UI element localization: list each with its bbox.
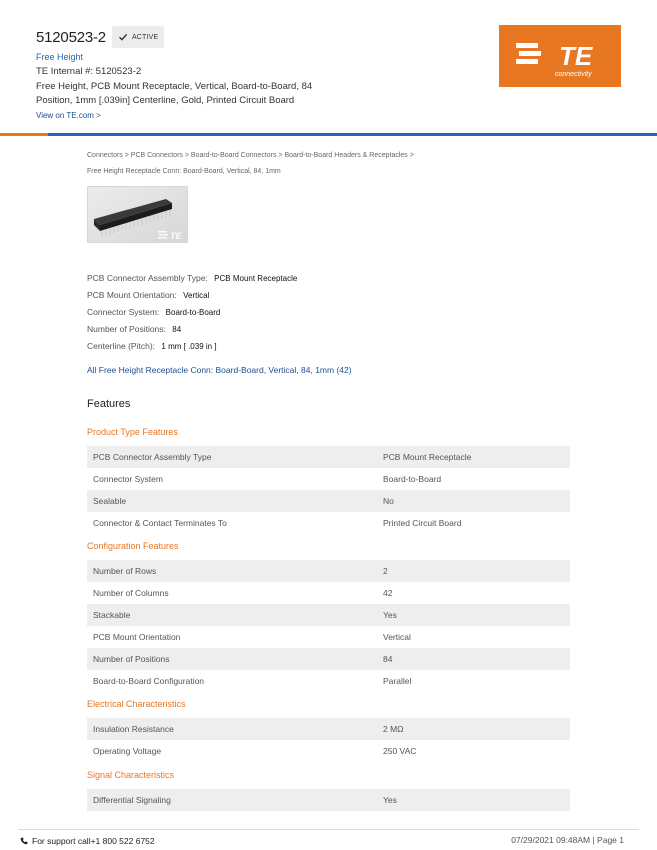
attribute-value: PCB Mount Receptacle — [214, 274, 298, 283]
status-badge — [112, 26, 164, 48]
attribute-label: Centerline (Pitch): — [87, 341, 156, 351]
table-row — [87, 604, 570, 626]
feature-table-signal — [87, 789, 570, 811]
feature-value: 2 MΩ — [383, 724, 404, 734]
feature-name: PCB Connector Assembly Type — [93, 452, 212, 462]
document-header — [0, 0, 657, 136]
section-title-signal: Signal Characteristics — [87, 770, 175, 780]
feature-name: Differential Signaling — [93, 795, 171, 805]
section-title-electrical: Electrical Characteristics — [87, 699, 186, 709]
table-row — [87, 560, 570, 582]
status-label: ACTIVE — [131, 33, 159, 41]
image-watermark: TE — [170, 231, 182, 241]
feature-value: Vertical — [383, 632, 411, 642]
check-icon — [118, 32, 128, 42]
attribute-row — [87, 341, 297, 358]
table-row — [87, 490, 570, 512]
feature-name: Insulation Resistance — [93, 724, 174, 734]
feature-value: PCB Mount Receptacle — [383, 452, 472, 462]
feature-value: Board-to-Board — [383, 474, 442, 484]
feature-name: Board-to-Board Configuration — [93, 676, 205, 686]
part-number: 5120523-2 — [36, 28, 106, 46]
all-products-link[interactable]: All Free Height Receptacle Conn: Board-Board, Vertical, 84, 1mm (42) — [87, 365, 352, 375]
attribute-label: PCB Connector Assembly Type: — [87, 273, 208, 283]
attribute-row — [87, 290, 297, 307]
feature-value: 2 — [383, 566, 388, 576]
feature-name: Sealable — [93, 496, 127, 506]
feature-table-configuration — [87, 560, 570, 692]
feature-name: PCB Mount Orientation — [93, 632, 181, 642]
attribute-label: PCB Mount Orientation: — [87, 290, 177, 300]
features-heading: Features — [87, 398, 131, 410]
connector-image — [88, 187, 188, 243]
table-row — [87, 740, 570, 762]
te-logo-icon — [499, 25, 621, 87]
breadcrumb-line-2[interactable]: Free Height Receptacle Conn: Board-Board, Vertical, 84, 1mm — [87, 168, 281, 175]
feature-name: Stackable — [93, 610, 131, 620]
header-divider-blue — [48, 133, 657, 136]
feature-value: No — [383, 496, 394, 506]
te-connectivity-logo — [499, 25, 621, 87]
feature-name: Connector System — [93, 474, 163, 484]
feature-name: Operating Voltage — [93, 746, 162, 756]
support-phone-text: For support call+1 800 522 6752 — [32, 836, 155, 846]
feature-value: Printed Circuit Board — [383, 518, 462, 528]
logo-text: TE — [559, 41, 593, 71]
section-title-configuration: Configuration Features — [87, 541, 179, 551]
footer-divider — [18, 829, 639, 830]
attribute-value: Vertical — [183, 291, 210, 300]
table-row — [87, 670, 570, 692]
header-divider-orange — [0, 133, 48, 136]
section-title-product-type: Product Type Features — [87, 427, 178, 437]
logo-subtext: connectivity — [555, 71, 592, 78]
footer-support — [20, 836, 155, 846]
attribute-value: 84 — [172, 325, 182, 334]
key-attributes — [87, 273, 297, 358]
footer-date-page: 07/29/2021 09:48AM | Page 1 — [511, 835, 624, 845]
phone-icon — [20, 837, 28, 845]
view-on-te-link[interactable]: View on TE.com > — [36, 111, 101, 120]
feature-table-electrical — [87, 718, 570, 762]
attribute-label: Number of Positions: — [87, 324, 166, 334]
internal-number: TE Internal #: 5120523-2 — [36, 66, 142, 77]
table-row — [87, 648, 570, 670]
breadcrumb-line-1[interactable]: Connectors > PCB Connectors > Board-to-Board Connectors > Board-to-Board Headers & Receptacles > — [87, 152, 414, 159]
feature-value: Yes — [383, 795, 397, 805]
feature-value: Parallel — [383, 676, 412, 686]
table-row — [87, 626, 570, 648]
table-row — [87, 789, 570, 811]
product-family-link[interactable]: Free Height — [36, 52, 84, 62]
feature-name: Number of Columns — [93, 588, 169, 598]
feature-name: Number of Positions — [93, 654, 170, 664]
feature-value: 84 — [383, 654, 393, 664]
feature-value: 42 — [383, 588, 393, 598]
table-row — [87, 718, 570, 740]
attribute-value: 1 mm [ .039 in ] — [161, 342, 217, 351]
part-number-row — [36, 26, 164, 48]
table-row — [87, 582, 570, 604]
feature-name: Connector & Contact Terminates To — [93, 518, 227, 528]
table-row — [87, 446, 570, 468]
feature-table-product-type — [87, 446, 570, 534]
attribute-row — [87, 324, 297, 341]
product-description: Free Height, PCB Mount Receptacle, Vertical, Board-to-Board, 84 Position, 1mm [.039in] Centerline, Gold, Printed Circuit Board — [36, 81, 313, 106]
product-image — [87, 186, 188, 243]
table-row — [87, 468, 570, 490]
attribute-value: Board-to-Board — [165, 308, 221, 317]
breadcrumb — [87, 148, 447, 180]
attribute-row — [87, 273, 297, 290]
feature-name: Number of Rows — [93, 566, 157, 576]
attribute-label: Connector System: — [87, 307, 160, 317]
feature-value: 250 VAC — [383, 746, 417, 756]
table-row — [87, 512, 570, 534]
attribute-row — [87, 307, 297, 324]
feature-value: Yes — [383, 610, 397, 620]
